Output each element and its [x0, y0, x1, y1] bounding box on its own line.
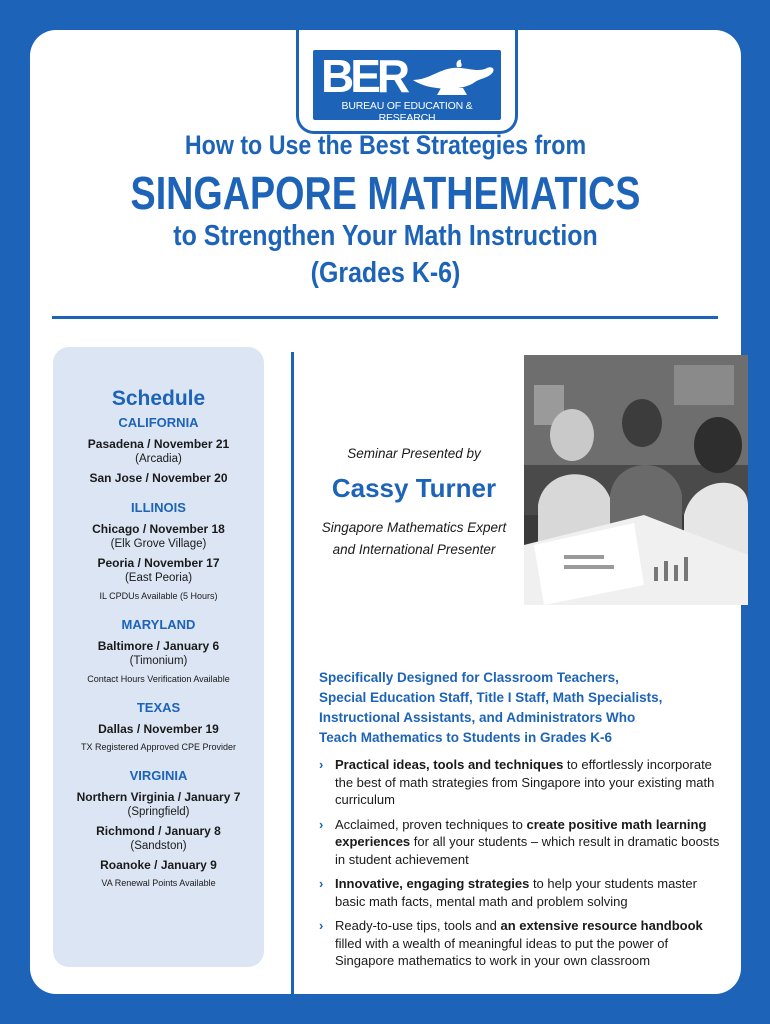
benefit-item	[319, 875, 729, 910]
brochure-page	[30, 30, 741, 994]
credit-note-illinois: IL CPDUs Available (5 Hours)	[99, 591, 218, 601]
presenter-name: Cassy Turner	[331, 473, 497, 503]
benefit-item	[319, 756, 729, 809]
benefit-item	[319, 917, 729, 970]
location-roanoke: Roanoke / January 9	[100, 858, 217, 872]
benefit-text: for all your students – which result in dramatic boosts in student achievement	[335, 834, 720, 867]
benefit-list	[319, 756, 729, 977]
credit-note-virginia: VA Renewal Points Available	[101, 878, 216, 888]
location-richmond: Richmond / January 8	[96, 824, 221, 838]
benefit-text-pre: Ready-to-use tips, tools and	[335, 918, 501, 933]
benefit-text-pre: Acclaimed, proven techniques to	[335, 816, 527, 832]
title-divider	[52, 316, 718, 319]
chevron-right-icon: ›	[319, 757, 324, 772]
schedule-list	[53, 415, 264, 890]
title-line-3: to Strengthen Your Math Instruction	[173, 220, 598, 252]
audience-line-2: Special Education Staff, Title I Staff, Math Specialists,	[319, 690, 663, 705]
chevron-right-icon: ›	[319, 816, 324, 832]
presenter-label: Seminar Presented by	[347, 446, 481, 461]
logo-subtitle: BUREAU OF EDUCATION & RESEARCH	[341, 100, 473, 124]
title-main: SINGAPORE MATHEMATICS	[130, 167, 641, 219]
state-virginia: VIRGINIA	[129, 768, 188, 783]
benefit-highlight: Innovative, engaging strategies	[335, 876, 530, 891]
presenter-title-line-1: Singapore Mathematics Expert	[321, 520, 507, 535]
location-northern-virginia: Northern Virginia / January 7	[76, 790, 241, 804]
presenter-title	[304, 517, 524, 561]
venue-sandston: (Sandston)	[130, 840, 187, 852]
audience-statement	[319, 668, 719, 748]
chevron-right-icon: ›	[319, 918, 324, 933]
benefit-highlight: create positive math learning experiences	[335, 816, 707, 849]
presenter-title-line-2: and International Presenter	[332, 542, 496, 557]
classroom-photo	[524, 355, 748, 605]
schedule-heading: Schedule	[111, 387, 206, 410]
students-image	[524, 355, 748, 605]
logo-text: BER	[321, 50, 407, 102]
title-line-1: How to Use the Best Strategies from	[184, 130, 587, 160]
location-peoria: Peoria / November 17	[97, 556, 220, 570]
column-divider	[291, 352, 294, 994]
state-illinois: ILLINOIS	[131, 500, 186, 515]
title-grades: (Grades K-6)	[310, 257, 461, 289]
logo-badge	[313, 50, 501, 124]
benefit-item	[319, 816, 729, 869]
benefit-highlight: an extensive resource handbook	[500, 918, 703, 933]
benefit-text: filled with a wealth of meaningful ideas to put the power of Singapore mathematics to work in your own classroom	[335, 935, 669, 968]
state-texas: TEXAS	[136, 700, 181, 715]
audience-line-3: Instructional Assistants, and Administrators Who	[319, 710, 636, 725]
venue-east-peoria: (East Peoria)	[124, 572, 193, 584]
benefit-highlight: Practical ideas, tools and techniques	[335, 757, 564, 772]
audience-line-4: Teach Mathematics to Students in Grades K-6	[319, 730, 613, 745]
location-baltimore: Baltimore / January 6	[97, 639, 220, 653]
location-san-jose: San Jose / November 20	[89, 471, 228, 485]
lamp-icon	[411, 58, 497, 98]
chevron-right-icon: ›	[319, 876, 324, 891]
ber-logo	[296, 30, 518, 134]
venue-timonium: (Timonium)	[129, 655, 188, 667]
schedule-panel	[53, 347, 264, 967]
location-dallas: Dallas / November 19	[98, 722, 219, 736]
benefit-text: to help your students master basic math facts, mental math and problem solving	[335, 876, 697, 909]
audience-line-1: Specifically Designed for Classroom Teachers,	[319, 670, 619, 685]
state-california: CALIFORNIA	[118, 415, 199, 430]
benefit-text: to effortlessly incorporate the best of math strategies from Singapore into your existing math curriculum	[335, 757, 715, 807]
venue-elk-grove: (Elk Grove Village)	[110, 538, 207, 550]
venue-arcadia: (Arcadia)	[135, 453, 182, 465]
credit-note-texas: TX Registered Approved CPE Provider	[80, 742, 237, 752]
location-pasadena: Pasadena / November 21	[87, 437, 230, 451]
venue-springfield: (Springfield)	[127, 806, 190, 818]
credit-note-maryland: Contact Hours Verification Available	[87, 674, 230, 684]
location-chicago: Chicago / November 18	[92, 522, 225, 536]
state-maryland: MARYLAND	[121, 617, 196, 632]
